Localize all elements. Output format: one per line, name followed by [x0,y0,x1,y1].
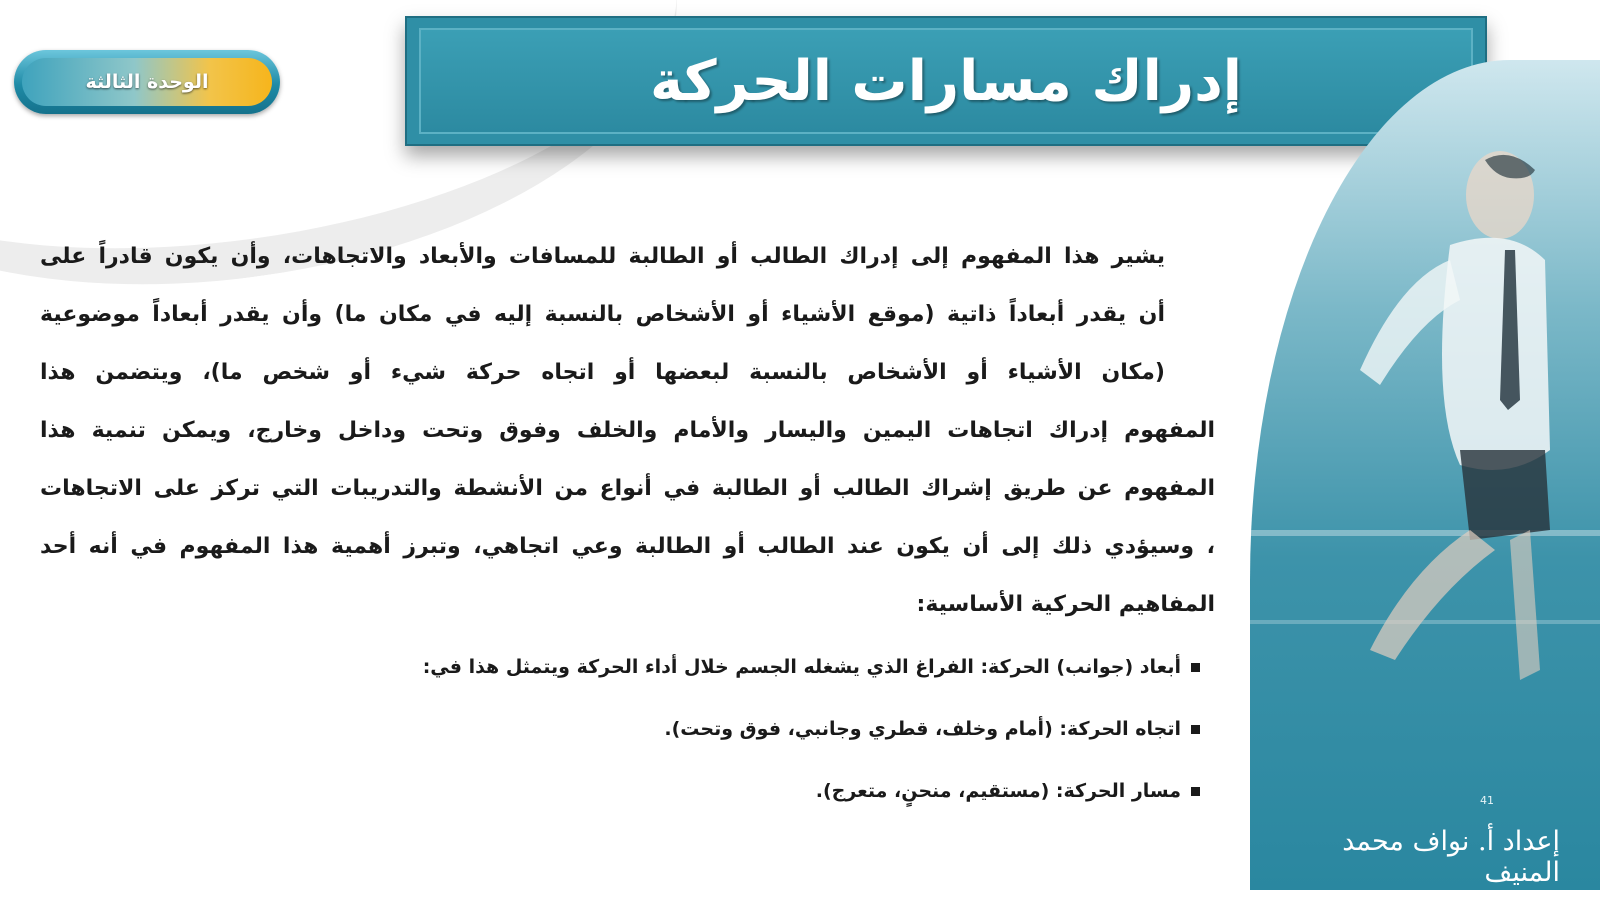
bullet-square-icon [1191,663,1200,672]
paragraph-line: أن يقدر أبعاداً ذاتية (موقع الأشياء أو الأشخاص بالنسبة إليه في مكان ما) وأن يقدر أبعاداً موضوعية [40,302,1165,327]
list-item: أبعاد (جوانب) الحركة: الفراغ الذي يشغله الجسم خلال أداء الحركة ويتمثل هذا في: [300,636,1200,698]
title-banner [405,16,1487,146]
paragraph-line: يشير هذا المفهوم إلى إدراك الطالب أو الطالبة للمسافات والأبعاد والاتجاهات، وأن يكون قادراً على [40,244,1165,269]
paragraph-line: ، وسيؤدي ذلك إلى أن يكون عند الطالب أو الطالبة وعي اتجاهي، وتبرز أهمية هذا المفهوم في أنه أحد [40,534,1215,559]
bullet-list [300,636,1200,822]
paragraph-line: (مكان الأشياء أو الأشخاص بالنسبة لبعضها أو اتجاه حركة شيء أو شخص ما)، ويتضمن هذا [40,360,1165,385]
bullet-square-icon [1191,787,1200,796]
bullet-square-icon [1191,725,1200,734]
author-credit: إعداد أ. نواف محمد المنيف [1342,826,1560,888]
side-image-panel [1250,60,1600,890]
page-title: إدراك مسارات الحركة [649,48,1243,114]
unit-badge [14,50,280,114]
list-item: اتجاه الحركة: (أمام وخلف، قطري وجانبي، فوق وتحت). [300,698,1200,760]
paragraph-line: المفهوم عن طريق إشراك الطالب أو الطالبة في أنواع من الأنشطة والتدريبات التي تركز على الاتجاهات [40,476,1215,501]
runner-figure-icon [1310,150,1570,690]
page-number: 41 [1480,794,1494,807]
paragraph-line: المفاهيم الحركية الأساسية: [916,592,1215,617]
list-item: مسار الحركة: (مستقيم، منحنٍ، متعرج). [300,760,1200,822]
paragraph-line: المفهوم إدراك اتجاهات اليمين واليسار والأمام والخلف وفوق وتحت وداخل وخارج، ويمكن تنمية هذا [40,418,1215,443]
unit-badge-label: الوحدة الثالثة [85,71,209,93]
